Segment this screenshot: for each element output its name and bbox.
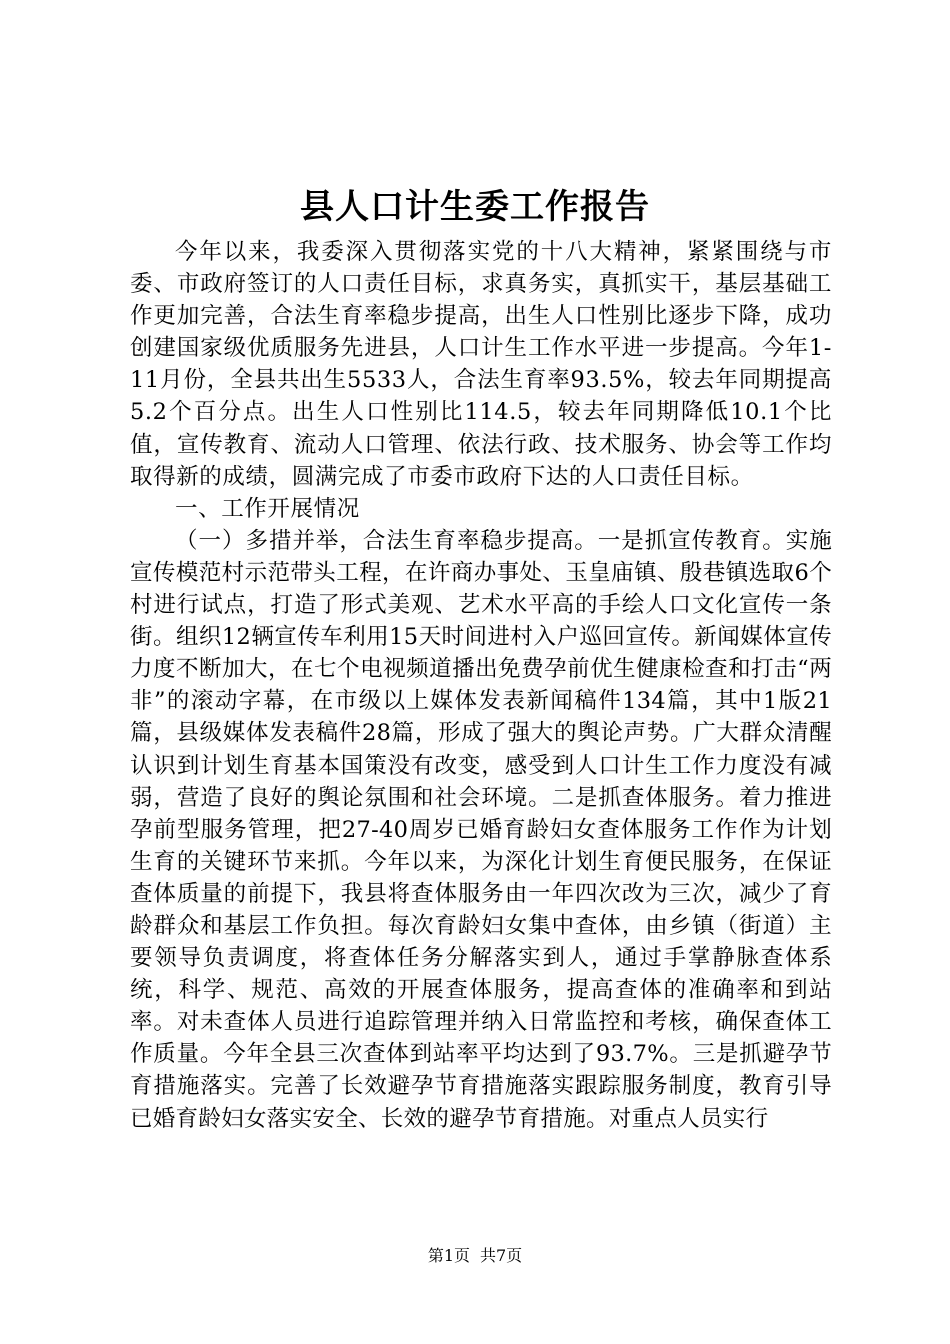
document-body [130, 236, 832, 1135]
page-number: 第1页 [427, 1246, 470, 1265]
intro-paragraph: 今年以来，我委深入贯彻落实党的十八大精神，紧紧围绕与市委、市政府签订的人口责任目标，求真务实，真抓实干，基层基础工作更加完善，合法生育率稳步提高，出生人口性别比逐步下降，成功创建国家级优质服务先进县，人口计生工作水平进一步提高。今年1-11月份，全县共出生5533人，合法生育率93.5%，较去年同期提高5.2个百分点。出生人口性别比114.5，较去年同期降低10.1个比值，宣传教育、流动人口管理、依法行政、技术服务、协会等工作均取得新的成绩，圆满完成了市委市政府下达的人口责任目标。 [130, 239, 832, 490]
section-heading: 一、工作开展情况 [175, 495, 360, 522]
page-footer [0, 1245, 950, 1267]
document-title: 县人口计生委工作报告 [300, 187, 650, 227]
page-total: 共7页 [480, 1246, 523, 1265]
section-paragraph: （一）多措并举，合法生育率稳步提高。一是抓宣传教育。实施宣传模范村示范带头工程，在许商办事处、玉皇庙镇、殷巷镇选取6个村进行试点，打造了形式美观、艺术水平高的手绘人口文化宣传一条街。组织12辆宣传车利用15天时间进村入户巡回宣传。新闻媒体宣传力度不断加大，在七个电视频道播出免费孕前优生健康检查和打击“两非”的滚动字幕，在市级以上媒体发表新闻稿件134篇，其中1版21篇，县级媒体发表稿件28篇，形成了强大的舆论声势。广大群众清醒认识到计划生育基本国策没有改变，感受到人口计生工作力度没有减弱，营造了良好的舆论氛围和社会环境。二是抓查体服务。着力推进孕前型服务管理，把27-40周岁已婚育龄妇女查体服务工作作为计划生育的关键环节来抓。今年以来，为深化计划生育便民服务，在保证查体质量的前提下，我县将查体服务由一年四次改为三次，减少了育龄群众和基层工作负担。每次育龄妇女集中查体，由乡镇（街道）主要领导负责调度，将查体任务分解落实到人，通过手掌静脉查体系统，科学、规范、高效的开展查体服务，提高查体的准确率和到站率。对未查体人员进行追踪管理并纳入日常监控和考核，确保查体工作质量。今年全县三次查体到站率平均达到了93.7%。三是抓避孕节育措施落实。完善了长效避孕节育措施落实跟踪服务制度，教育引导已婚育龄妇女落实安全、长效的避孕节育措施。对重点人员实行 [130, 527, 832, 1132]
